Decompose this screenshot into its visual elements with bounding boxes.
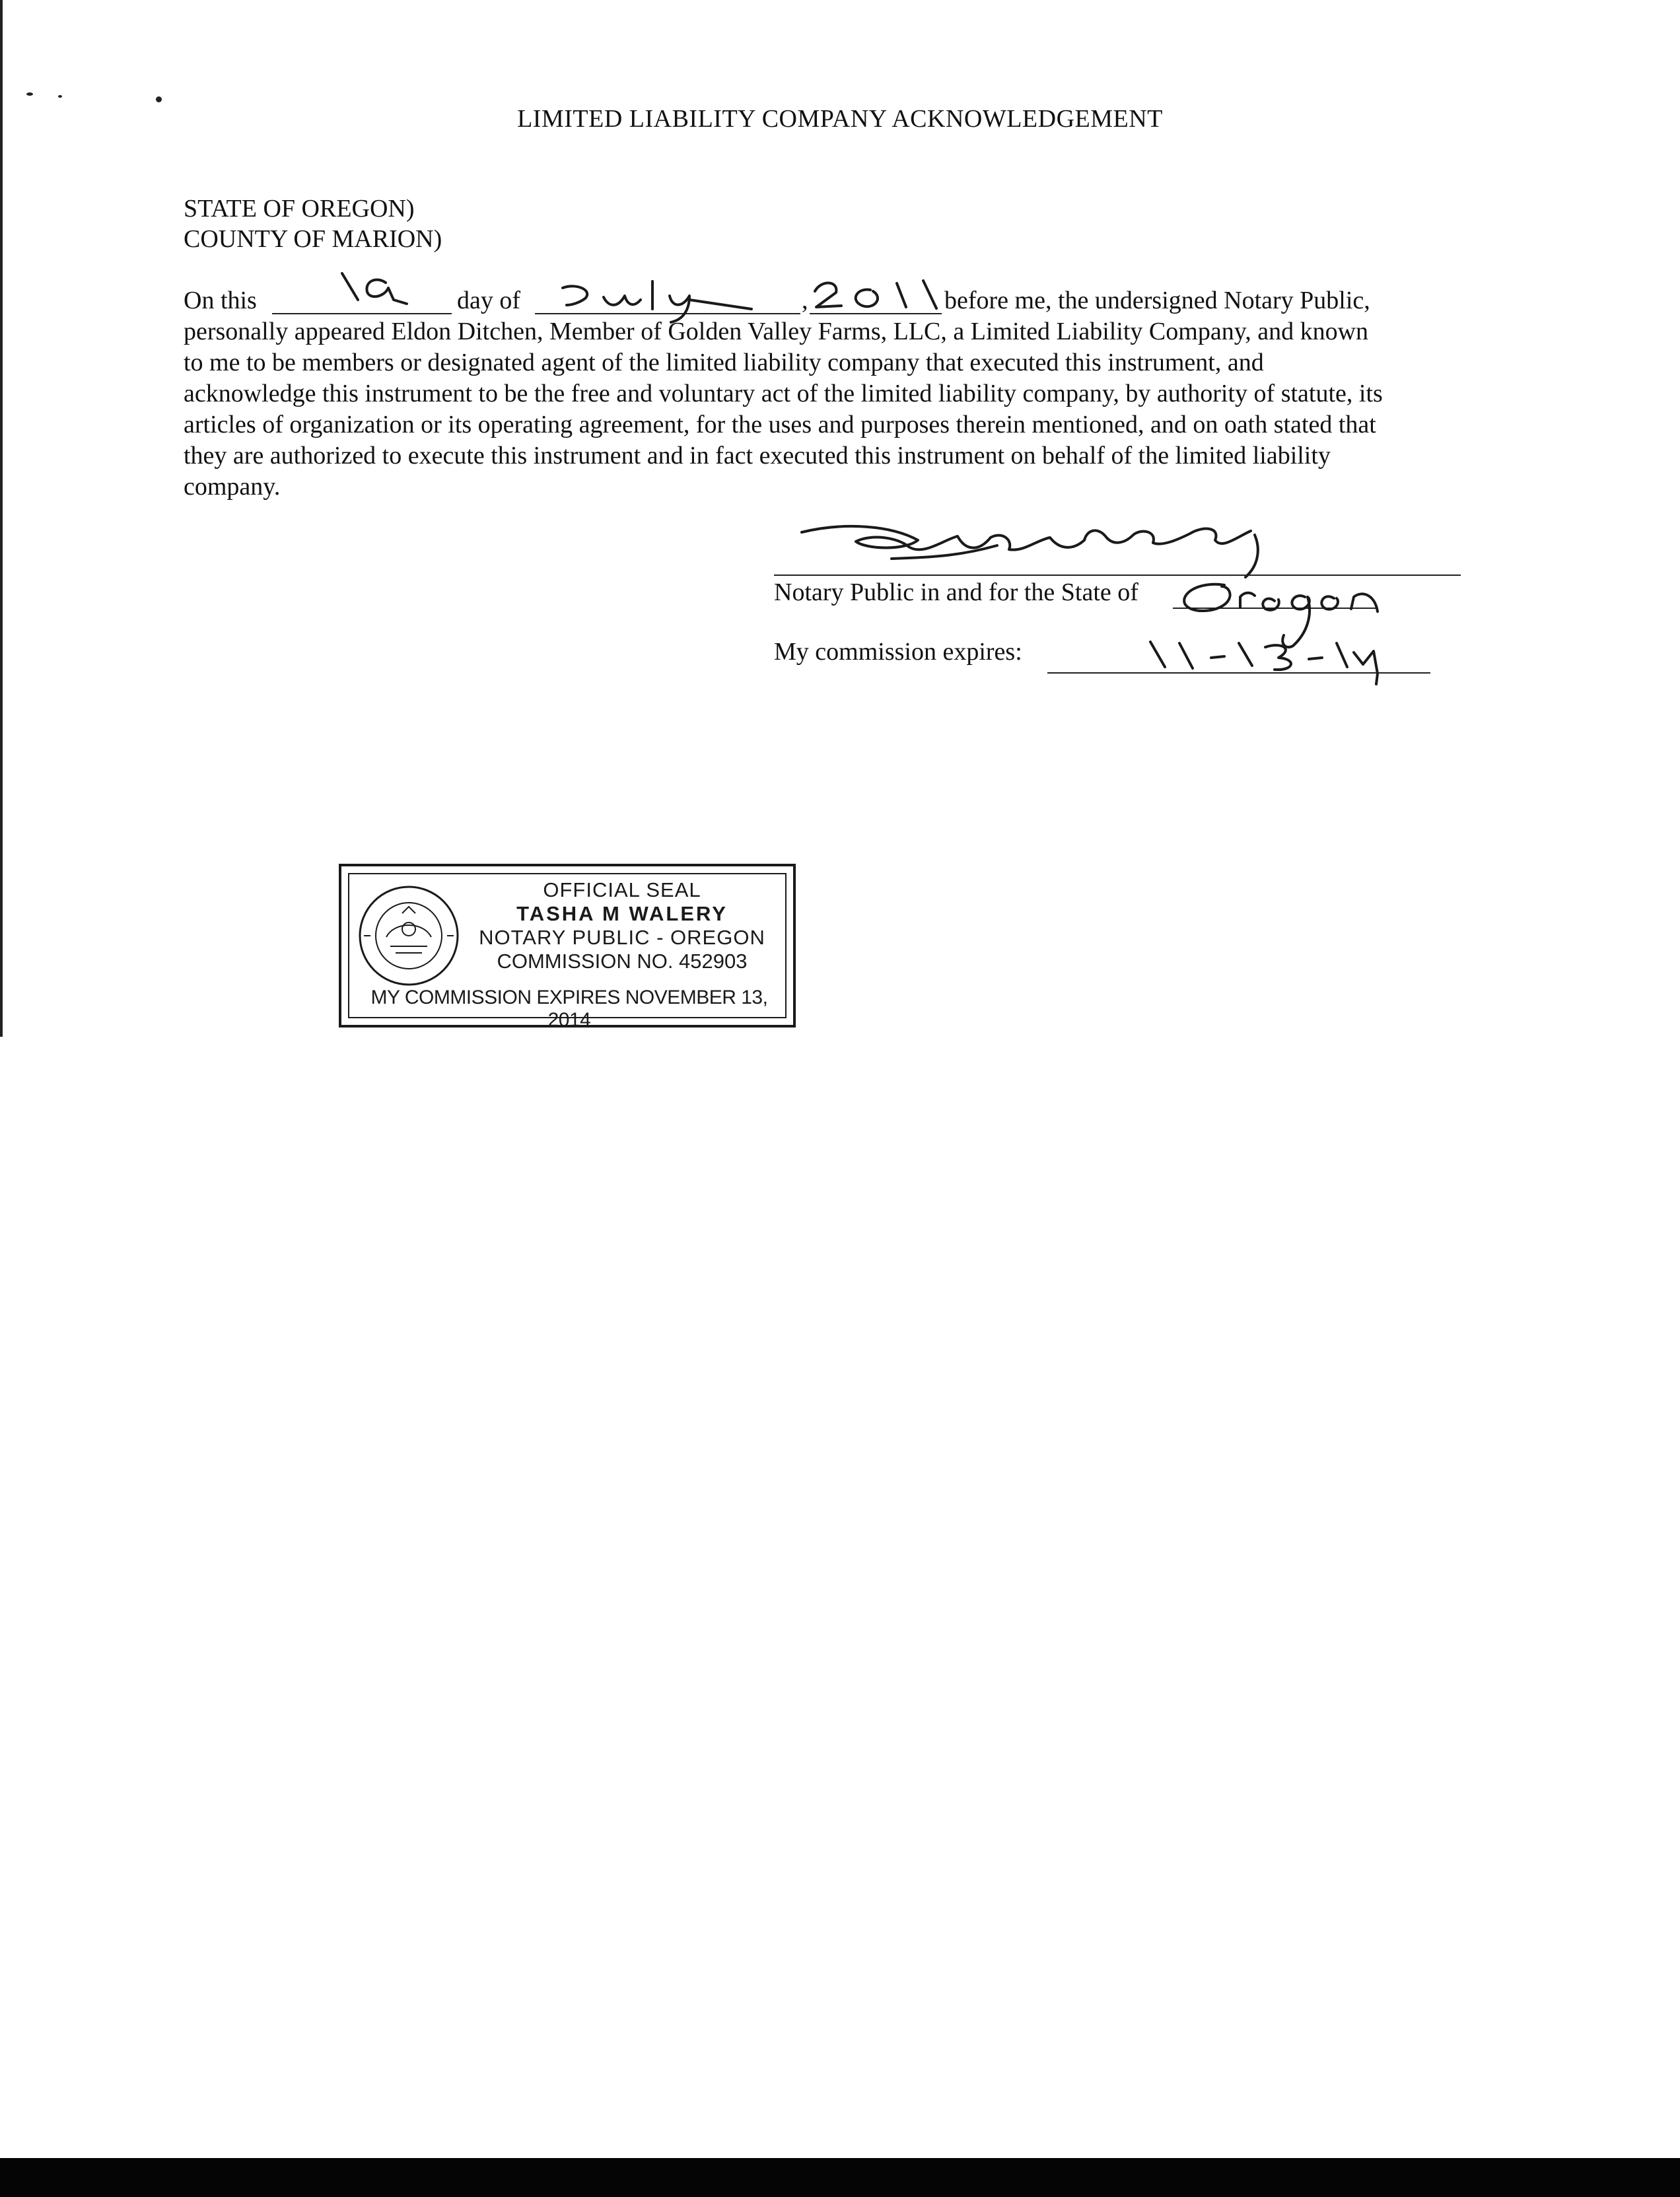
seal-commission-expiry: MY COMMISSION EXPIRES NOVEMBER 13, 2014 [370,987,768,1031]
handwritten-month [553,271,771,324]
body-line: company. [184,473,281,501]
seal-commission-number: COMMISSION NO. 452903 [497,950,748,973]
notary-public-label: Notary Public in and for the State of [774,578,1138,606]
body-line: personally appeared Eldon Ditchen, Member of Golden Valley Farms, LLC, a Limited Liability Company, and known [184,318,1369,345]
body-line: acknowledge this instrument to be the free and voluntary act of the limited liability company, by authority of statute, its [184,380,1383,407]
seal-notary-title: NOTARY PUBLIC - OREGON [479,926,765,949]
body-line: articles of organization or its operating agreement, for the uses and purposes therein mentioned, and on oath stated that [184,411,1376,438]
venue-state: STATE OF OREGON) [184,195,415,223]
comma-text: , [802,287,808,314]
scan-left-edge [0,0,3,1037]
handwritten-year [807,267,952,320]
handwritten-day [330,264,423,317]
commission-expires-label: My commission expires: [774,638,1022,666]
scan-speck [58,95,62,98]
on-this-label: On this [184,287,257,314]
handwritten-expiry [1142,634,1387,687]
seal-official-seal: OFFICIAL SEAL [543,878,701,901]
scan-speck [26,92,33,96]
oregon-state-seal-icon [356,883,462,989]
official-notary-seal [339,864,796,1031]
body-line: to me to be members or designated agent of the limited liability company that executed this instrument, and [184,349,1264,376]
scan-bottom-band [0,2158,1680,2197]
before-me-text: before me, the undersigned Notary Public, [944,287,1370,314]
document-title: LIMITED LIABILITY COMPANY ACKNOWLEDGEMENT [517,105,1163,133]
scan-speck [156,96,162,102]
body-line: they are authorized to execute this instrument and in fact executed this instrument on behalf of the limited liability [184,442,1331,470]
day-of-label: day of [457,287,521,314]
venue-county: COUNTY OF MARION) [184,225,442,253]
seal-notary-name: TASHA M WALERY [516,902,728,925]
